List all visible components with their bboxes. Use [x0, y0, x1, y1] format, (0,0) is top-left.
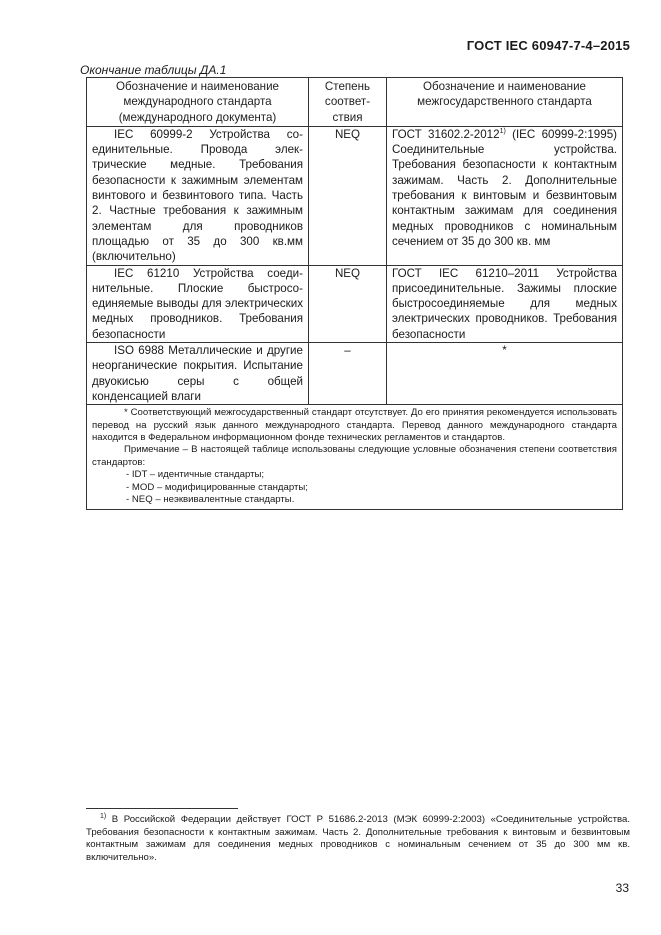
column-header-interstate-standard: Обозначение и наименование межгосударственного стандарта	[387, 78, 623, 127]
cell-interstate-standard	[387, 126, 623, 265]
interstate-standard-title: (IEC 60999-2:1995) Соединительные устройства. Требования безопасности к контактным зажимам. Часть 2. Дополнительные требования к винтовым и безвинтовым контактным зажимам для соединения медных проводников с номинальным сечением от 35 до 300 кв. мм	[392, 127, 617, 248]
column-header-international-standard: Обозначение и наименование международного стандарта (международного документа)	[87, 78, 309, 127]
table-caption: Окончание таблицы ДА.1	[80, 63, 227, 77]
table-row	[87, 343, 623, 405]
footnote-text: В Российской Федерации действует ГОСТ Р 51686.2-2013 (МЭК 60999-2:2003) «Соединительные устройства. Требования безопасности к контактным зажимам. Часть 2. Дополнительные требования к винтовым и безвинтовым контактным зажимам для соединения медных проводников с номинальным сечением от 35 до 300 мм кв. включительно».	[86, 814, 630, 863]
table-notes	[87, 405, 623, 510]
cell-international-standard: ISO 6988 Металлические и другие неорганические покрытия. Испытание двуокисью серы с общей конденсацией влаги	[87, 343, 309, 405]
document-code-header: ГОСТ IEC 60947-7-4–2015	[466, 38, 630, 53]
cell-degree: NEQ	[309, 265, 387, 342]
table-header-row	[87, 78, 623, 127]
table-row	[87, 126, 623, 265]
cell-degree: –	[309, 343, 387, 405]
cell-international-standard: IEC 61210 Устройства соединительные. Плоские быстросоединяемые выводы для электрических медных проводников. Требования безопасности	[87, 265, 309, 342]
page-number: 33	[615, 881, 629, 895]
standards-correspondence-table	[86, 77, 623, 510]
interstate-standard-code: ГОСТ 31602.2-2012	[392, 127, 500, 141]
asterisk-note: * Соответствующий межгосударственный стандарт отсутствует. До его принятия рекомендуется использовать перевод на русский язык данного международного стандарта. Перевод данного международного стандарта находится в Федеральном информационном фонде технических регламентов и стандартов.	[92, 407, 617, 444]
footnote-marker: 1)	[100, 812, 107, 820]
cell-international-standard: IEC 60999-2 Устройства соединительные. Провода электрические медные. Требования безопасности к зажимным элементам винтового и безвинтового типа. Часть 2. Частные требования к зажимным элементам для проводников площадью от 35 до 300 кв.мм (включительно)	[87, 126, 309, 265]
cell-interstate-standard: ГОСТ IEC 61210–2011 Устройства присоединительные. Зажимы плоские быстросоединяемые для медных электрических проводников. Требования безопасности	[387, 265, 623, 342]
legend-item-neq: - NEQ – неэквивалентные стандарты.	[126, 494, 295, 506]
footnote-separator	[86, 808, 238, 809]
table-notes-row	[87, 405, 623, 510]
cell-interstate-standard: *	[387, 343, 623, 405]
footnote-marker: 1)	[499, 128, 506, 136]
table-row	[87, 265, 623, 342]
cell-degree: NEQ	[309, 126, 387, 265]
legend-item-mod: - MOD – модифицированные стандарты;	[126, 481, 308, 493]
remark-note: Примечание – В настоящей таблице использованы следующие условные обозначения степени соответствия стандартов:	[92, 444, 617, 468]
legend-item-idt: - IDT – идентичные стандарты;	[126, 469, 265, 481]
footnote	[86, 814, 630, 864]
column-header-degree: Степень соответствия	[309, 78, 387, 127]
